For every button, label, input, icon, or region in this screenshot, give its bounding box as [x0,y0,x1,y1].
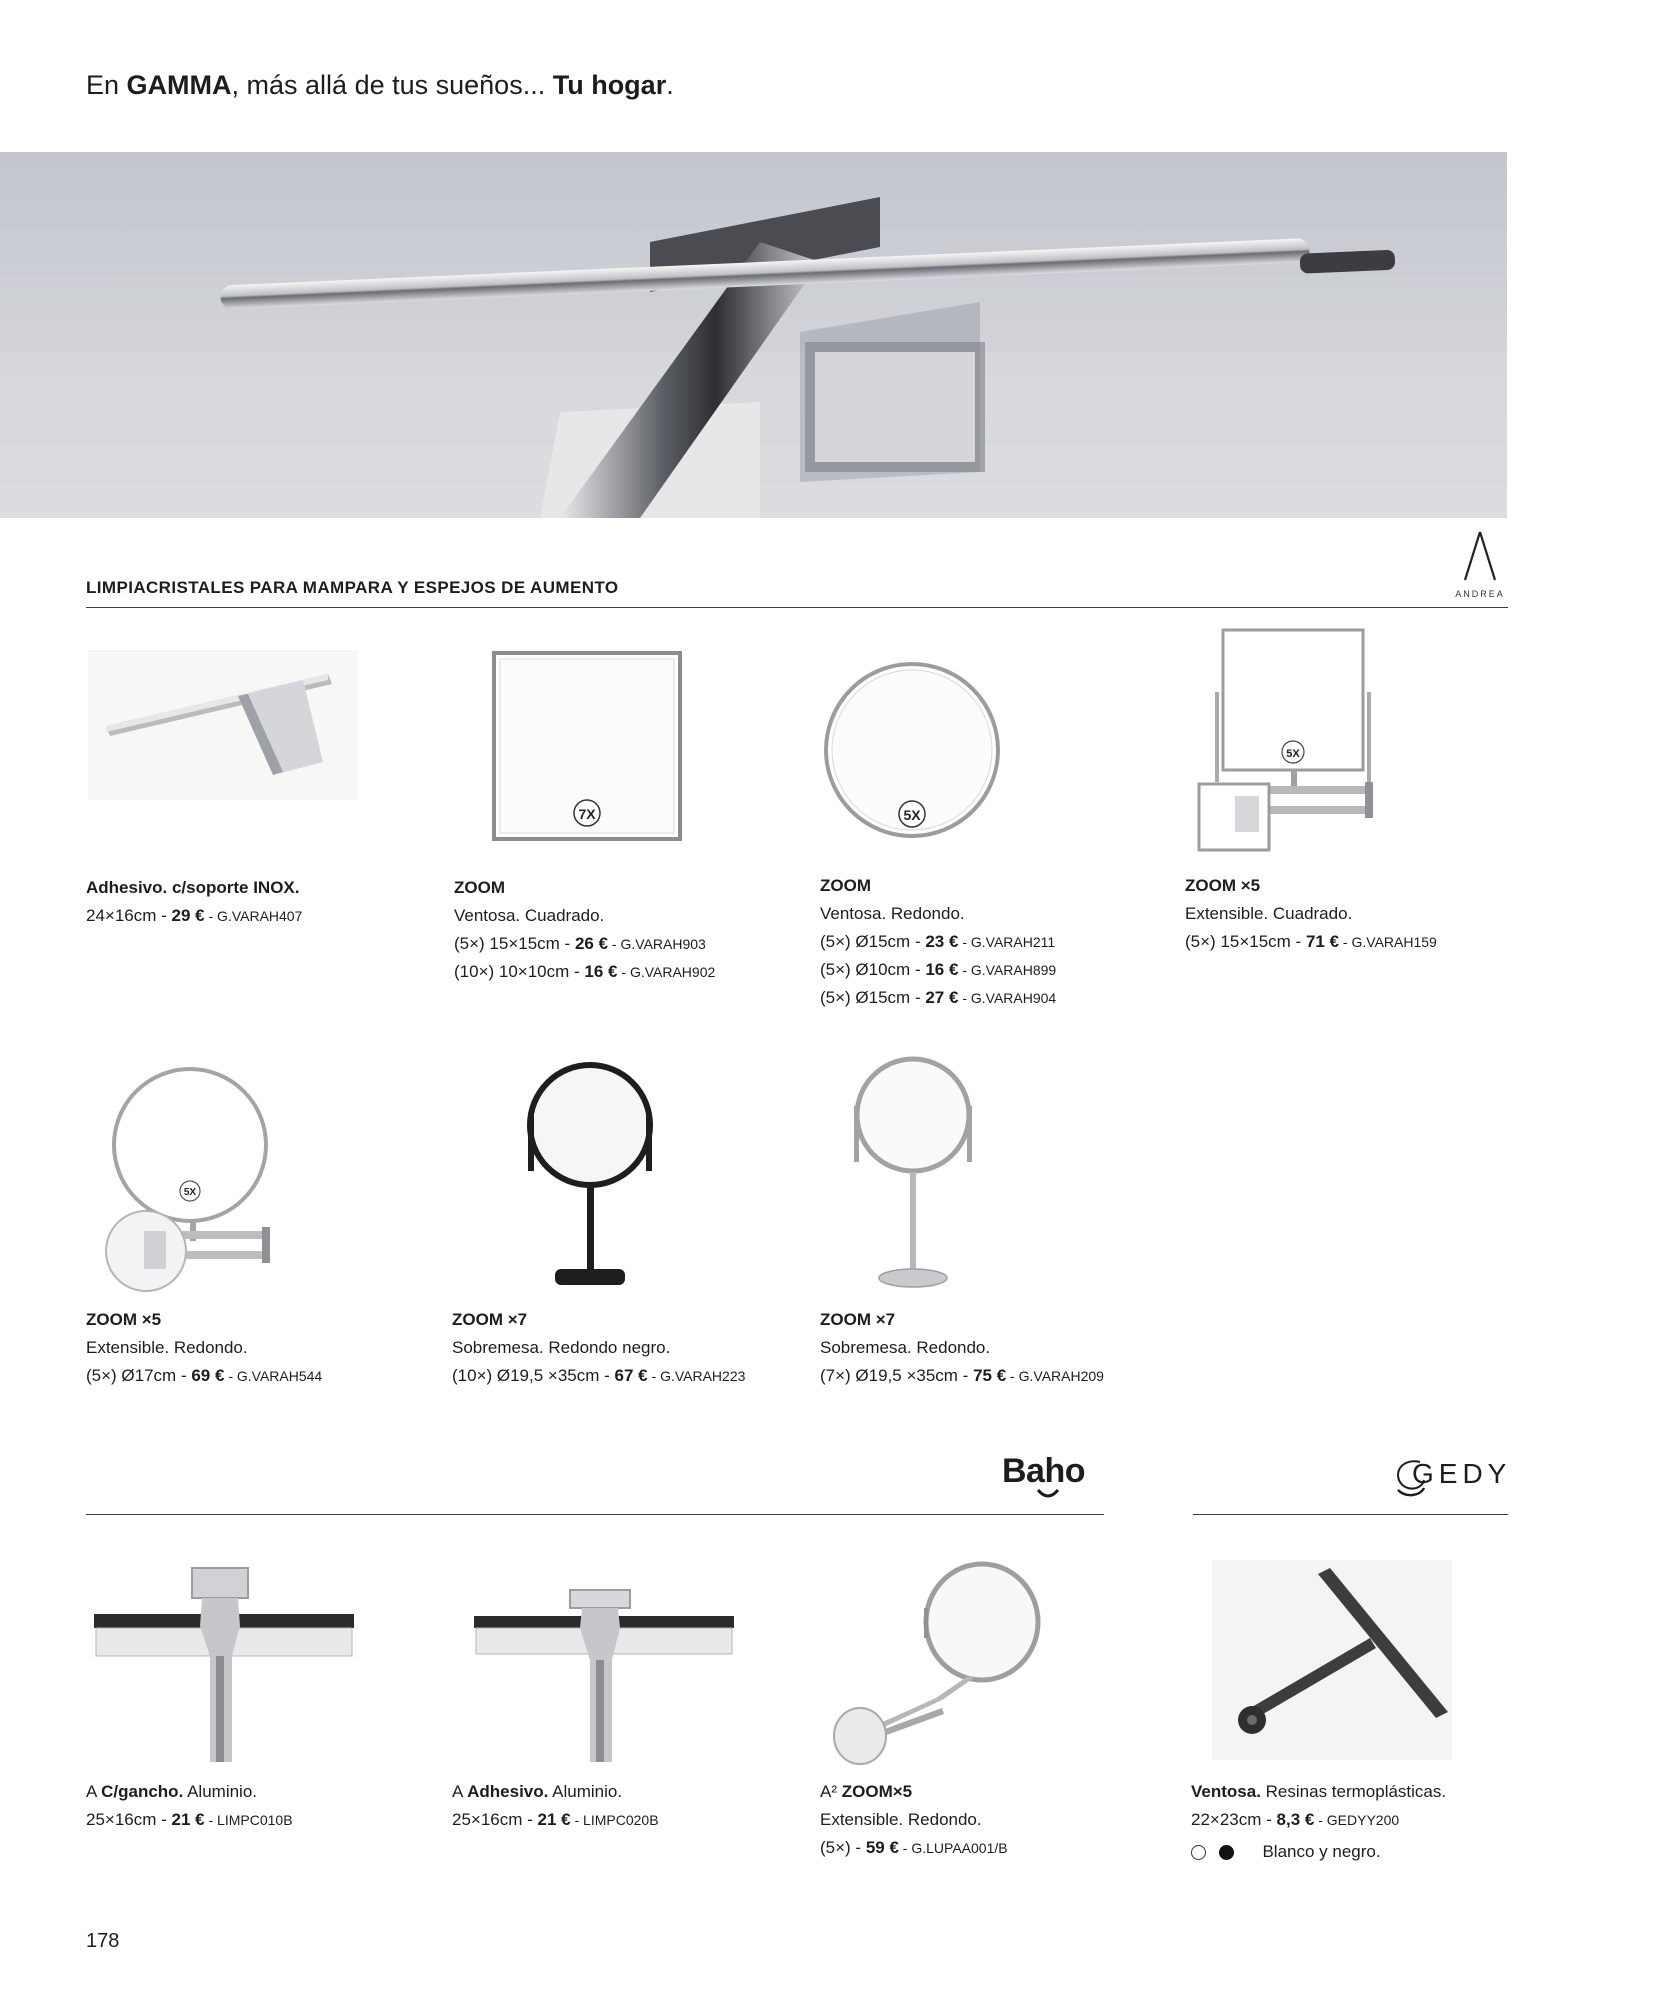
product-line: (5×) Ø10cm - 16 € - G.VARAH899 [820,960,1057,979]
product-image-mirror-round-suction [822,660,1002,840]
product-line: (5×) Ø15cm - 27 € - G.VARAH904 [820,988,1057,1007]
andrea-lambda-icon [1460,530,1500,582]
product-line: (5×) - 59 € - G.LUPAA001/B [820,1838,1008,1857]
baho-logo: Baho [1002,1452,1085,1491]
gedy-divider [1193,1514,1508,1515]
andrea-logo: ANDREA [1452,530,1508,599]
product-image-mirror-round-extensible [98,1055,278,1295]
product-line: (5×) 15×15cm - 26 € - G.VARAH903 [454,934,706,953]
product-squeegee-adhesive: A Adhesivo. Aluminio. 25×16cm - 21 € - LIMPC020B [452,1778,782,1834]
product-image-squeegee-inox [88,650,358,800]
product-zoom7-table-chrome: ZOOM ×7 Sobremesa. Redondo. (7×) Ø19,5 ×35cm - 75 € - G.VARAH209 [820,1306,1150,1390]
section-title: LIMPIACRISTALES PARA MAMPARA Y ESPEJOS DE AUMENTO [86,578,619,597]
product-line: (5×) Ø15cm - 23 € - G.VARAH211 [820,932,1056,951]
svg-text:7X: 7X [578,806,596,822]
color-white-swatch [1191,1845,1206,1860]
product-line: (7×) Ø19,5 ×35cm - 75 € - G.VARAH209 [820,1366,1104,1385]
product-image-gedy-squeegee [1212,1560,1452,1760]
product-image-squeegee-adhesive [470,1570,740,1770]
product-image-mirror-table-chrome [848,1050,978,1295]
page-tagline: En GAMMA, más allá de tus sueños... Tu hogar. [86,70,674,100]
product-line: 22×23cm - 8,3 € - GEDYY200 [1191,1810,1400,1829]
product-zoom5-square-extensible: ZOOM ×5 Extensible. Cuadrado. (5×) 15×15cm - 71 € - G.VARAH159 [1185,872,1515,956]
section-divider [86,607,1508,608]
svg-text:5X: 5X [1286,748,1300,760]
product-zoom7-table-black: ZOOM ×7 Sobremesa. Redondo negro. (10×) Ø19,5 ×35cm - 67 € - G.VARAH223 [452,1306,782,1390]
product-squeegee-hook: A C/gancho. Aluminio. 25×16cm - 21 € - LIMPC010B [86,1778,416,1834]
svg-text:5X: 5X [903,807,921,823]
product-squeegee-inox: Adhesivo. c/soporte INOX. 24×16cm - 29 € - G.VARAH407 [86,874,416,930]
product-line: 24×16cm - 29 € - G.VARAH407 [86,906,303,925]
product-line: (10×) 10×10cm - 16 € - G.VARAH902 [454,962,716,981]
product-image-squeegee-hook [90,1560,360,1770]
product-zoom5-round-extensible: ZOOM ×5 Extensible. Redondo. (5×) Ø17cm - 69 € - G.VARAH544 [86,1306,416,1390]
baho-divider [86,1514,1104,1515]
product-line: (10×) Ø19,5 ×35cm - 67 € - G.VARAH223 [452,1366,746,1385]
gedy-logo: GEDY [1392,1454,1512,1498]
product-zoom5-baho: A² ZOOM×5 Extensible. Redondo. (5×) - 59 € - G.LUPAA001/B [820,1778,1150,1862]
product-zoom-square: ZOOM Ventosa. Cuadrado. (5×) 15×15cm - 26 € - G.VARAH903 (10×) 10×10cm - 16 € - G.VARAH902 [454,874,784,986]
baho-smile-icon [1035,1488,1061,1500]
product-line: 25×16cm - 21 € - LIMPC020B [452,1810,659,1829]
page-number: 178 [86,1930,120,1952]
color-options: Blanco y negro. [1191,1838,1511,1866]
hero-image-squeegee [0,152,1507,518]
product-line: (5×) 15×15cm - 71 € - G.VARAH159 [1185,932,1437,951]
svg-text:5X: 5X [183,1187,197,1198]
product-gedy-squeegee: Ventosa. Resinas termoplásticas. 22×23cm - 8,3 € - GEDYY200 Blanco y negro. [1191,1778,1511,1866]
product-image-mirror-square-extensible [1195,626,1385,856]
product-image-mirror-baho-extensible [822,1560,1052,1770]
product-image-mirror-table-black [520,1055,660,1295]
product-zoom-round: ZOOM Ventosa. Redondo. (5×) Ø15cm - 23 € - G.VARAH211 (5×) Ø10cm - 16 € - G.VARAH899 (5×) Ø15cm - 27 € - G.VARAH904 [820,872,1150,1012]
product-image-mirror-square-suction [472,645,702,860]
product-line: 25×16cm - 21 € - LIMPC010B [86,1810,293,1829]
product-line: (5×) Ø17cm - 69 € - G.VARAH544 [86,1366,323,1385]
color-black-swatch [1219,1845,1234,1860]
